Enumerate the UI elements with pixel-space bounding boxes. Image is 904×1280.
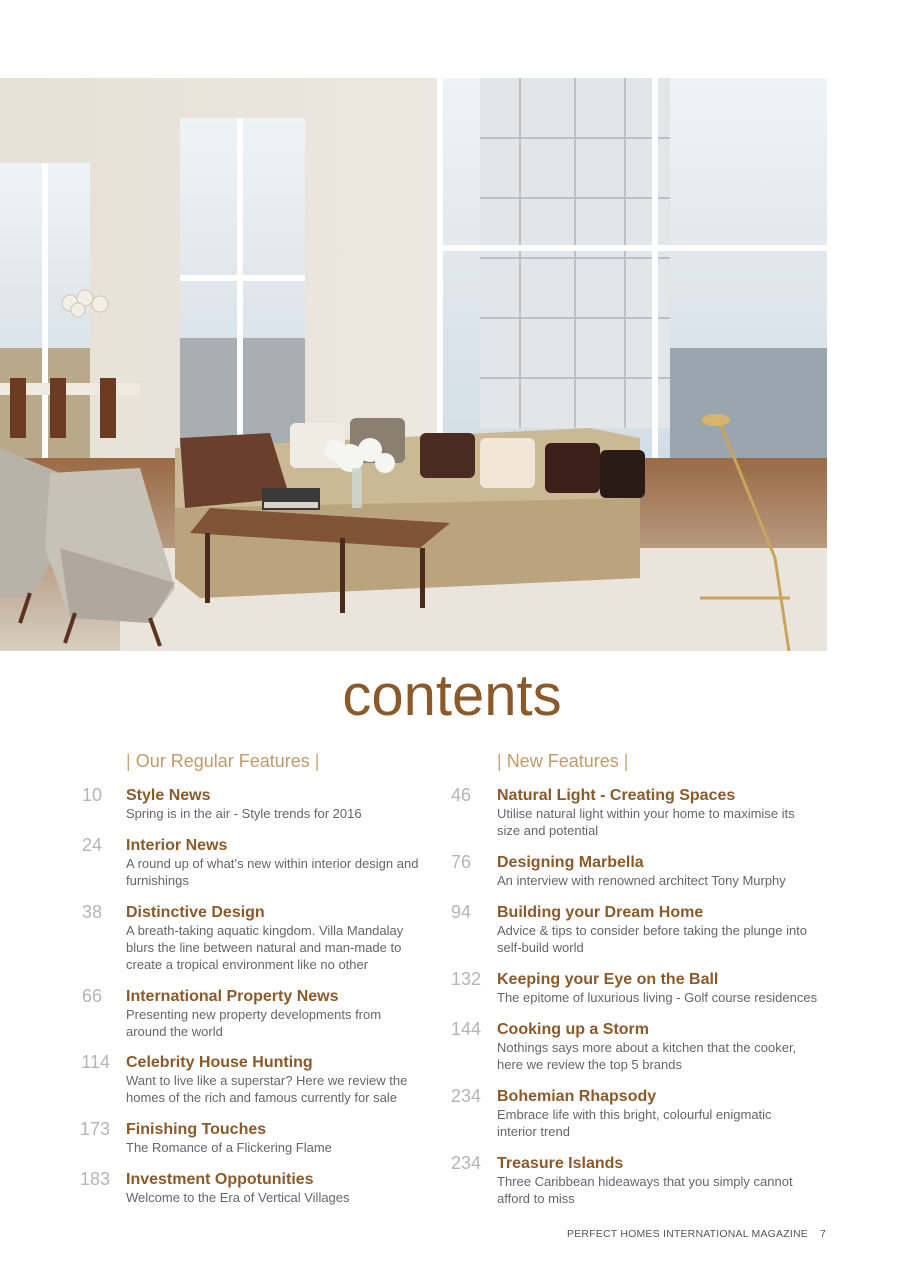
- living-room-illustration: [0, 78, 827, 651]
- toc-description: The epitome of luxurious living - Golf course residences: [497, 990, 818, 1005]
- toc-page-number: 173: [79, 1119, 110, 1139]
- page-number: 7: [819, 1228, 826, 1240]
- heading-divider: |: [126, 751, 136, 771]
- toc-page-number: 94: [450, 902, 471, 922]
- heading-divider: |: [309, 751, 320, 771]
- heading-divider: |: [618, 751, 629, 771]
- toc-title[interactable]: Style News: [126, 787, 211, 804]
- regular-features-heading-text: Our Regular Features: [135, 751, 310, 771]
- toc-page-number: 24: [81, 835, 102, 855]
- toc-description: Want to live like a superstar? Here we review the homes of the rich and famous currently for sale: [126, 1073, 408, 1105]
- toc-title[interactable]: Finishing Touches: [126, 1121, 267, 1138]
- toc-description: Spring is in the air - Style trends for 2016: [126, 806, 362, 821]
- toc-description: Nothings says more about a kitchen that the cooker, here we review the top 5 brands: [497, 1040, 797, 1072]
- toc-title[interactable]: Designing Marbella: [497, 854, 644, 871]
- hero-image: [0, 78, 827, 651]
- publication-name: PERFECT HOMES INTERNATIONAL MAGAZINE: [567, 1228, 808, 1240]
- toc-page-number: 132: [450, 969, 481, 989]
- toc-description: Welcome to the Era of Vertical Villages: [126, 1190, 350, 1205]
- toc-description: A round up of what’s new within interior design and furnishings: [126, 856, 419, 888]
- toc-title[interactable]: International Property News: [126, 988, 339, 1005]
- toc-page-number: 76: [450, 852, 471, 872]
- toc-page-number: 234: [450, 1153, 481, 1173]
- toc-title[interactable]: Natural Light - Creating Spaces: [497, 787, 736, 804]
- regular-features-heading: [126, 751, 319, 772]
- toc-title[interactable]: Celebrity House Hunting: [126, 1054, 313, 1071]
- toc-page-number: 234: [450, 1086, 481, 1106]
- page-title: contents: [342, 663, 562, 728]
- toc-title[interactable]: Treasure Islands: [497, 1155, 624, 1172]
- toc-page-number: 46: [450, 785, 471, 805]
- toc-description: Three Caribbean hideaways that you simply cannot afford to miss: [497, 1174, 793, 1206]
- toc-page-number: 183: [79, 1169, 110, 1189]
- new-features-heading-text: New Features: [506, 751, 619, 771]
- toc-description: An interview with renowned architect Tony Murphy: [497, 873, 786, 888]
- toc-page-number: 38: [81, 902, 102, 922]
- toc-title[interactable]: Bohemian Rhapsody: [497, 1088, 657, 1105]
- toc-title[interactable]: Keeping your Eye on the Ball: [497, 971, 719, 988]
- toc-page-number: 114: [81, 1052, 110, 1072]
- heading-divider: |: [497, 751, 507, 771]
- toc-page-number: 144: [450, 1019, 481, 1039]
- toc-title[interactable]: Building your Dream Home: [497, 904, 704, 921]
- page-footer: [555, 1228, 826, 1240]
- toc-page-number: 10: [81, 785, 102, 805]
- new-features-heading: [497, 751, 628, 772]
- toc-page-number: 66: [81, 986, 102, 1006]
- toc-description: The Romance of a Flickering Flame: [126, 1140, 332, 1155]
- toc-description: Utilise natural light within your home to maximise its size and potential: [497, 806, 795, 838]
- toc-description: Advice & tips to consider before taking the plunge into self-build world: [497, 923, 808, 955]
- toc-description: Presenting new property developments from around the world: [126, 1007, 382, 1039]
- toc-title[interactable]: Cooking up a Storm: [497, 1021, 649, 1038]
- toc-title[interactable]: Interior News: [126, 837, 228, 854]
- toc-description: Embrace life with this bright, colourful enigmatic interior trend: [497, 1107, 772, 1139]
- toc-title[interactable]: Distinctive Design: [126, 904, 265, 921]
- toc-description: A breath-taking aquatic kingdom. Villa Mandalay blurs the line between natural and man-made to create a tropical environment like no other: [126, 923, 404, 972]
- toc-title[interactable]: Investment Oppotunities: [126, 1171, 314, 1188]
